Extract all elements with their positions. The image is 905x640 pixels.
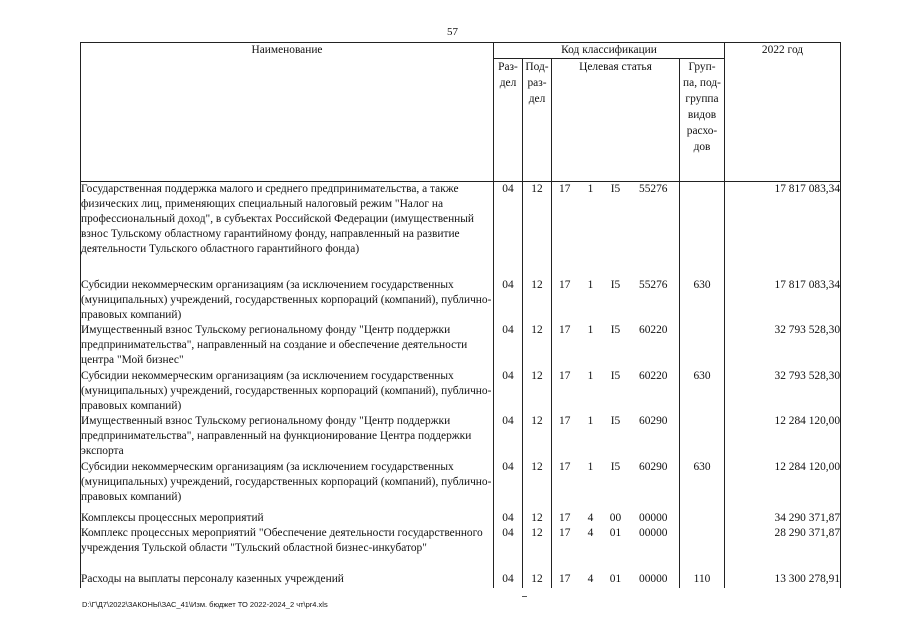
row-target-project: I5 (610, 369, 621, 382)
row-razdel: 04 (494, 526, 523, 572)
row-target-type: 1 (587, 414, 594, 427)
row-target-type: 1 (587, 323, 594, 336)
table-row (81, 369, 841, 414)
row-razdel: 04 (494, 460, 523, 511)
row-name: Имущественный взнос Тульскому региональному фонду "Центр поддержки предпринимательства", направленный на создание и обеспечение деятельности центра "Мой бизнес" (81, 323, 494, 369)
row-target-program: 17 (552, 526, 578, 572)
row-razdel: 04 (494, 369, 523, 414)
row-amount: 13 300 278,91 (725, 572, 841, 588)
row-target-program: 17 (552, 414, 578, 460)
row-target-project: 00 (609, 511, 622, 524)
row-razdel: 04 (494, 323, 523, 369)
row-target-type: 1 (587, 183, 594, 195)
table-row (81, 460, 841, 511)
row-target-direction: 60290 (639, 414, 668, 427)
row-target-direction: 00000 (639, 572, 668, 585)
row-group (680, 526, 725, 572)
row-amount: 32 793 528,30 (725, 323, 841, 369)
row-podrazdel: 12 (523, 182, 552, 278)
row-group: 110 (680, 572, 725, 588)
row-group (680, 414, 725, 460)
row-target-project: I5 (610, 323, 621, 336)
row-amount: 32 793 528,30 (725, 369, 841, 414)
row-target-type: 1 (587, 278, 594, 291)
row-podrazdel: 12 (523, 572, 552, 588)
table-row (81, 323, 841, 369)
row-name: Расходы на выплаты персоналу казенных учреждений (81, 572, 494, 588)
row-name: Комплекс процессных мероприятий "Обеспечение деятельности государственного учреждения Тульской области "Тульский областной бизнес-инкубатор" (81, 526, 494, 572)
row-name: Комплексы процессных мероприятий (81, 511, 494, 526)
page-number: 57 (447, 26, 458, 38)
row-target-direction: 60220 (639, 369, 668, 382)
table-row (81, 414, 841, 460)
row-target-type: 4 (587, 572, 594, 585)
row-target-type: 1 (587, 460, 594, 473)
row-group: 630 (680, 278, 725, 323)
row-target-project: I5 (610, 278, 621, 291)
header-target: Целевая статья (552, 59, 680, 182)
row-target-project: I5 (610, 414, 621, 427)
row-amount: 34 290 371,87 (725, 511, 841, 526)
header-podrazdel: Под- раз- дел (523, 59, 552, 182)
row-group (680, 511, 725, 526)
row-name: Государственная поддержка малого и среднего предпринимательства, а также физических лиц, применяющих специальный налоговый режим "Налог на профессиональный доход", в субъектах Российской Федерации (имущественный взнос Тульскому областному гарантийному фонду, направленный на развитие деятельности Тульского областного гарантийного фонда) (81, 182, 494, 278)
table-row (81, 278, 841, 323)
row-target-direction: 00000 (639, 526, 668, 539)
row-group: 630 (680, 369, 725, 414)
row-razdel: 04 (494, 572, 523, 588)
header-group: Груп- па, под- группа видов расхо- дов (680, 59, 725, 182)
row-target-program: 17 (552, 182, 578, 278)
row-target-type: 4 (587, 511, 594, 524)
row-target-type: 4 (587, 526, 594, 539)
row-target-direction: 60220 (639, 323, 668, 336)
row-target-direction: 60290 (639, 460, 668, 473)
row-amount: 12 284 120,00 (725, 460, 841, 511)
row-name: Субсидии некоммерческим организациям (за исключением государственных (муниципальных) учреждений, государственных корпораций (компаний), публично-правовых компаний) (81, 369, 494, 414)
row-name: Имущественный взнос Тульскому региональному фонду "Центр поддержки предпринимательства", направленный на функционирование Центра поддержки экспорта (81, 414, 494, 460)
row-target-project: 01 (609, 572, 622, 585)
row-razdel: 04 (494, 511, 523, 526)
row-podrazdel: 12 (523, 460, 552, 511)
header-code-classification: Код классификации (494, 43, 725, 59)
row-target-direction: 55276 (639, 183, 668, 195)
row-target-type: 1 (587, 369, 594, 382)
table-row (81, 182, 841, 278)
row-group (680, 323, 725, 369)
header-razdel: Раз- дел (494, 59, 523, 182)
table-row (81, 572, 841, 588)
row-razdel: 04 (494, 182, 523, 278)
header-year: 2022 год (725, 43, 841, 182)
row-podrazdel: 12 (523, 414, 552, 460)
row-target-program: 17 (552, 278, 578, 323)
row-group: 630 (680, 460, 725, 511)
row-name: Субсидии некоммерческим организациям (за исключением государственных (муниципальных) учреждений, государственных корпораций (компаний), публично-правовых компаний) (81, 278, 494, 323)
row-podrazdel: 12 (523, 526, 552, 572)
header-name: Наименование (81, 43, 494, 182)
file-path-footer: D:\Г\Д7\2022\ЗАКОНЫ\ЗАС_41\Изм. бюджет ТО 2022-2024_2 чт\pr4.xls (82, 600, 328, 609)
row-amount: 28 290 371,87 (725, 526, 841, 572)
row-razdel: 04 (494, 278, 523, 323)
row-group (680, 182, 725, 278)
header-row-main (81, 43, 841, 59)
row-podrazdel: 12 (523, 323, 552, 369)
row-target-program: 17 (552, 369, 578, 414)
row-amount: 17 817 083,34 (725, 182, 841, 278)
row-target-program: 17 (552, 511, 578, 526)
row-target-program: 17 (552, 460, 578, 511)
row-amount: 12 284 120,00 (725, 414, 841, 460)
row-target-direction: 00000 (639, 511, 668, 524)
row-podrazdel: 12 (523, 369, 552, 414)
table-body (81, 182, 841, 588)
row-razdel: 04 (494, 414, 523, 460)
row-target-project: I5 (610, 460, 621, 473)
row-target-project: I5 (610, 183, 621, 195)
row-target-program: 17 (552, 323, 578, 369)
row-target-project: 01 (609, 526, 622, 539)
row-amount: 17 817 083,34 (725, 278, 841, 323)
row-podrazdel: 12 (523, 511, 552, 526)
row-target-direction: 55276 (639, 278, 668, 291)
stray-dash-mark (522, 596, 527, 597)
table-row (81, 511, 841, 526)
budget-table (80, 42, 841, 588)
row-target-program: 17 (552, 572, 578, 588)
row-name: Субсидии некоммерческим организациям (за исключением государственных (муниципальных) учреждений, государственных корпораций (компаний), публично-правовых компаний) (81, 460, 494, 511)
table-row (81, 526, 841, 572)
row-podrazdel: 12 (523, 278, 552, 323)
